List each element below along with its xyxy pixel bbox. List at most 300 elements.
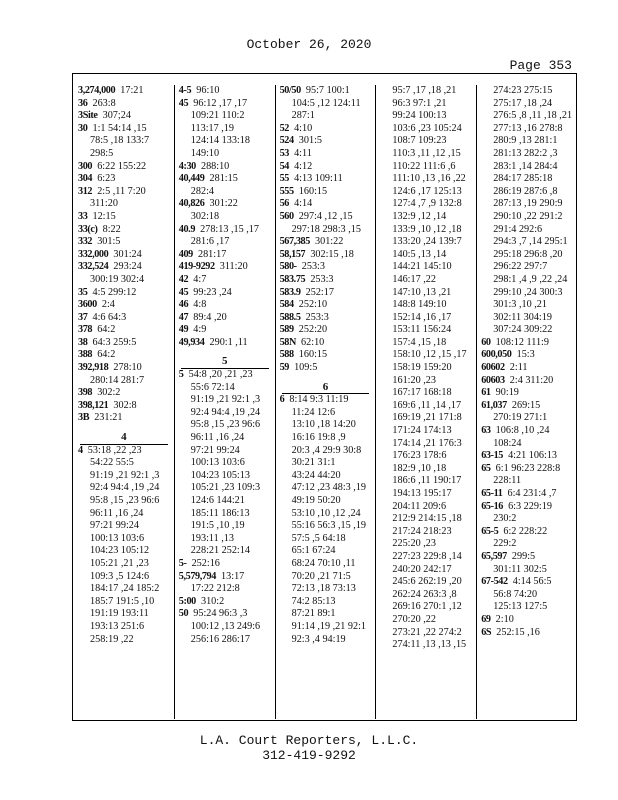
index-continuation: 277:13 ,16 278:8 <box>493 122 563 134</box>
index-word: 5- <box>178 557 187 569</box>
index-word: 33 <box>78 210 88 222</box>
index-continuation: 158:10 ,12 ,15 ,17 <box>392 349 467 361</box>
index-refs: 4:14 56:5 <box>512 576 552 588</box>
index-entry <box>280 299 376 312</box>
index-refs: 302:2 <box>97 387 121 399</box>
index-entry <box>179 274 275 287</box>
index-continuation: 282:4 <box>190 185 215 197</box>
index-word: 49,934 <box>178 336 205 348</box>
index-continuation: 302:18 <box>190 210 220 222</box>
index-entry <box>179 369 275 382</box>
index-refs: 2:10 <box>495 613 514 625</box>
index-word: 38 <box>78 336 88 348</box>
index-refs: 62:10 <box>301 336 325 348</box>
index-continuation: 228:21 252:14 <box>190 545 250 557</box>
index-refs: 301:24 <box>113 248 142 260</box>
index-entry <box>280 211 376 224</box>
index-continuation: 100:13 103:6 <box>90 532 145 544</box>
index-word: 398 <box>78 387 93 399</box>
index-word: 409 <box>178 248 193 260</box>
index-entry <box>179 98 275 111</box>
index-continuation: 230:2 <box>493 513 517 525</box>
index-word: 42 <box>178 273 189 285</box>
index-refs: 293:24 <box>113 261 142 273</box>
index-refs: 6:1 96:23 228:8 <box>495 462 561 474</box>
index-continuation: 169:6 ,11 ,14 ,17 <box>392 399 462 411</box>
index-word: 65-5 <box>481 525 499 537</box>
index-entry <box>280 198 376 211</box>
index-refs: 311:20 <box>219 261 248 273</box>
index-refs: 281:17 <box>197 248 227 260</box>
index-column-5 <box>477 85 577 719</box>
index-entry <box>280 161 376 174</box>
index-word: 63-15 <box>481 450 503 462</box>
index-word: 60602 <box>481 362 505 374</box>
index-word: 555 <box>279 185 294 197</box>
index-refs: 263:8 <box>92 97 116 109</box>
index-refs: 13:17 <box>221 570 245 582</box>
index-continuation: 47:12 ,23 48:3 ,19 <box>291 482 367 494</box>
index-refs: 2:5 ,11 7:20 <box>97 185 146 197</box>
index-refs: 252:17 <box>305 286 334 298</box>
index-continuation: 96:11 ,16 ,24 <box>190 432 245 444</box>
index-word: 5,579,794 <box>178 570 216 582</box>
index-refs: 302:15 ,18 <box>310 248 354 260</box>
index-entry <box>179 173 275 186</box>
index-entry <box>179 312 275 325</box>
index-continuation: 240:20 242:17 <box>392 563 452 575</box>
index-word: 65-16 <box>481 500 503 512</box>
index-continuation: 55:16 56:3 ,15 ,19 <box>291 520 367 532</box>
index-entry <box>481 375 577 388</box>
index-continuation: 273:21 ,22 274:2 <box>392 626 462 638</box>
index-refs: 99:23 ,24 <box>193 286 232 298</box>
index-entry <box>280 324 376 337</box>
index-entry <box>481 614 577 627</box>
index-continuation: 55:6 72:14 <box>190 381 235 393</box>
index-continuation: 127:4 ,7 ,9 132:8 <box>392 198 462 210</box>
index-word: 392,918 <box>78 362 109 374</box>
index-word: 388 <box>78 349 93 361</box>
index-refs: 6:23 <box>97 173 116 185</box>
index-continuation: 104:23 105:13 <box>190 469 250 481</box>
index-continuation: 53:10 ,10 ,12 ,24 <box>291 507 361 519</box>
index-refs: 108:12 111:9 <box>495 336 549 348</box>
index-continuation: 54:22 55:5 <box>90 457 134 469</box>
index-entry <box>78 349 174 362</box>
index-entry <box>78 445 174 458</box>
index-word: 53 <box>279 147 289 159</box>
index-continuation: 184:17 ,24 185:2 <box>90 583 160 595</box>
index-continuation: 16:16 19:8 ,9 <box>291 432 346 444</box>
index-continuation: 105:21 ,23 109:3 <box>190 482 261 494</box>
index-entry <box>78 173 174 186</box>
index-refs: 252:15 ,16 <box>496 626 540 638</box>
index-word: 60603 <box>481 374 505 386</box>
index-continuation: 91:19 ,21 92:1 ,3 <box>90 469 160 481</box>
index-continuation: 110:3 ,11 ,12 ,15 <box>392 147 461 159</box>
index-column-2 <box>175 85 276 719</box>
index-entry <box>179 324 275 337</box>
index-entry <box>481 463 577 476</box>
index-continuation: 103:6 ,23 105:24 <box>392 122 462 134</box>
index-refs: 6:22 155:22 <box>97 160 147 172</box>
index-continuation: 227:23 229:8 ,14 <box>392 550 462 562</box>
index-word: 61,037 <box>481 399 507 411</box>
index-word: 332 <box>78 236 93 248</box>
index-word: 3,274,000 <box>78 85 116 96</box>
footer-company: L.A. Court Reporters, L.L.C. <box>199 733 419 748</box>
index-refs: 64:3 259:5 <box>92 336 137 348</box>
index-word: 600,050 <box>481 349 512 361</box>
index-refs: 6:4 231:4 ,7 <box>507 488 557 499</box>
index-continuation: 281:6 ,17 <box>190 236 230 248</box>
index-entry <box>179 161 275 174</box>
index-word: 332,000 <box>78 248 109 260</box>
index-entry <box>179 249 275 262</box>
index-entry <box>78 324 174 337</box>
index-entry <box>280 236 376 249</box>
index-continuation: 30:21 31:1 <box>291 457 336 469</box>
index-continuation: 182:9 ,10 ,18 <box>392 462 447 474</box>
index-word: 3Site <box>78 110 98 122</box>
index-continuation: 104:5 ,12 124:11 <box>291 97 361 109</box>
index-refs: 2:4 <box>101 299 115 311</box>
index-continuation: 286:19 287:6 ,8 <box>493 185 558 197</box>
index-refs: 95:7 100:1 <box>305 85 350 96</box>
index-entry <box>280 394 376 407</box>
index-word: 67-542 <box>481 576 508 588</box>
index-entry <box>280 261 376 274</box>
index-word: 36 <box>78 97 88 109</box>
index-continuation: 144:21 145:10 <box>392 261 452 273</box>
index-continuation: 225:20 ,23 <box>392 538 436 550</box>
index-word: 40.9 <box>178 223 196 235</box>
index-refs: 310:2 <box>200 595 225 607</box>
page-number: Page 353 <box>509 58 572 73</box>
index-word: 55 <box>279 173 289 185</box>
index-entry <box>78 337 174 350</box>
index-word: 65-11 <box>481 488 503 499</box>
index-word: 65 <box>481 462 491 474</box>
index-continuation: 229:2 <box>493 538 517 550</box>
index-continuation: 307:24 309:22 <box>493 324 553 336</box>
index-entry <box>280 135 376 148</box>
index-word: 580- <box>279 261 297 273</box>
index-continuation: 269:16 270:1 ,12 <box>392 601 462 613</box>
index-word: 589 <box>279 324 294 336</box>
index-word: 47 <box>178 311 189 323</box>
index-continuation: 111:10 ,13 ,16 ,22 <box>392 173 466 185</box>
index-refs: 4:5 299:12 <box>92 286 137 298</box>
index-continuation: 20:3 ,4 29:9 30:8 <box>291 444 362 456</box>
index-continuation: 298:1 ,4 ,9 ,22 ,24 <box>493 273 568 285</box>
index-refs: 106:8 ,10 ,24 <box>495 425 550 437</box>
spacer <box>280 375 376 379</box>
index-continuation: 291:4 292:6 <box>493 223 543 235</box>
index-entry <box>78 362 174 375</box>
index-entry <box>179 571 275 584</box>
index-word: 398,121 <box>78 399 109 411</box>
index-entry <box>179 261 275 274</box>
index-refs: 4:14 <box>294 198 313 210</box>
index-refs: 288:10 <box>200 160 230 172</box>
index-continuation: 161:20 ,23 <box>392 374 436 386</box>
index-entry <box>481 349 577 362</box>
index-continuation: 140:5 ,13 ,14 <box>392 248 447 260</box>
index-continuation: 186:6 ,11 190:17 <box>392 475 462 487</box>
index-continuation: 296:22 297:7 <box>493 261 548 273</box>
index-entry <box>280 249 376 262</box>
index-refs: 96:12 ,17 ,17 <box>193 97 248 109</box>
index-refs: 89:4 ,20 <box>193 311 227 323</box>
index-word: 54 <box>279 160 289 172</box>
index-continuation: 100:13 103:6 <box>190 457 245 469</box>
index-continuation: 298:5 <box>90 147 114 159</box>
index-continuation: 300:19 302:4 <box>90 273 145 285</box>
index-refs: 278:13 ,15 ,17 <box>200 223 259 235</box>
index-continuation: 204:11 209:6 <box>392 500 447 512</box>
index-entry <box>78 123 174 136</box>
index-continuation: 17:22 212:8 <box>190 583 240 595</box>
index-entry <box>78 261 174 274</box>
index-continuation: 287:13 ,19 290:9 <box>493 198 563 210</box>
index-refs: 302:8 <box>113 399 137 411</box>
index-continuation: 78:5 ,18 133:7 <box>90 135 150 147</box>
index-refs: 252:16 <box>191 557 220 569</box>
index-word: 52 <box>279 122 289 134</box>
index-continuation: 152:14 ,16 ,17 <box>392 311 452 323</box>
index-refs: 54:8 ,20 ,21 ,23 <box>188 369 253 381</box>
index-word: 560 <box>279 210 294 222</box>
index-continuation: 105:21 ,21 ,23 <box>90 557 149 569</box>
index-continuation: 108:24 <box>493 437 522 449</box>
index-entry <box>280 312 376 325</box>
index-entry <box>179 608 275 621</box>
index-word: 58N <box>279 336 296 348</box>
index-entry <box>481 387 577 400</box>
index-continuation: 56:8 74:20 <box>493 588 538 600</box>
index-entry <box>280 349 376 362</box>
index-continuation: 294:3 ,7 ,14 295:1 <box>493 236 568 248</box>
index-continuation: 49:19 50:20 <box>291 495 341 506</box>
index-refs: 297:4 ,12 ,15 <box>298 210 353 222</box>
index-continuation: 185:7 191:5 ,10 <box>90 595 155 607</box>
index-continuation: 256:16 286:17 <box>190 633 250 645</box>
index-continuation: 171:24 174:13 <box>392 425 452 437</box>
index-continuation: 281:13 282:2 ,3 <box>493 147 558 159</box>
index-entry <box>481 627 577 640</box>
index-continuation: 96:3 97:1 ,21 <box>392 97 447 109</box>
index-entry <box>179 596 275 609</box>
index-continuation: 299:10 ,24 300:3 <box>493 286 563 298</box>
index-continuation: 283:1 ,14 284:4 <box>493 160 558 172</box>
index-word: 567,385 <box>279 236 310 248</box>
index-refs: 4:7 <box>193 273 207 285</box>
index-continuation: 176:23 178:6 <box>392 450 447 462</box>
index-continuation: 65:1 67:24 <box>291 545 336 557</box>
index-word: 40,826 <box>178 198 205 210</box>
index-continuation: 109:21 110:2 <box>190 110 245 122</box>
footer <box>0 733 618 763</box>
section-header: 6 <box>282 381 370 395</box>
index-word: 40,449 <box>178 173 205 185</box>
index-word: 588.5 <box>279 311 301 323</box>
index-continuation: 297:18 298:3 ,15 <box>291 223 361 235</box>
index-continuation: 92:4 94:4 ,19 ,24 <box>190 406 261 418</box>
index-word: 58,157 <box>279 248 306 260</box>
index-entry <box>78 312 174 325</box>
header-date: October 26, 2020 <box>246 37 372 52</box>
index-entry <box>481 551 577 564</box>
spacer <box>179 349 275 353</box>
index-continuation: 284:17 285:18 <box>493 173 553 185</box>
index-continuation: 191:5 ,10 ,19 <box>190 520 245 532</box>
index-entry <box>280 148 376 161</box>
index-continuation: 276:5 ,8 ,11 ,18 ,21 <box>493 110 573 122</box>
index-refs: 90:19 <box>495 387 519 399</box>
index-word: 49 <box>178 324 189 336</box>
index-entry <box>481 362 577 375</box>
index-entry <box>78 249 174 262</box>
index-continuation: 311:20 <box>90 198 118 210</box>
index-continuation: 57:5 ,5 64:18 <box>291 532 346 544</box>
index-refs: 301:22 <box>209 198 238 210</box>
index-refs: 53:18 ,22 ,23 <box>87 444 142 456</box>
index-entry <box>78 236 174 249</box>
index-refs: 299:5 <box>511 550 536 562</box>
index-continuation: 43:24 44:20 <box>291 469 341 481</box>
index-continuation: 194:13 195:17 <box>392 488 452 499</box>
index-entry <box>179 224 275 237</box>
index-continuation: 97:21 99:24 <box>90 520 139 532</box>
index-refs: 8:14 9:3 11:19 <box>289 394 349 406</box>
index-continuation: 13:10 ,18 14:20 <box>291 419 356 431</box>
index-continuation: 95:8 ,15 ,23 96:6 <box>90 495 160 506</box>
index-refs: 64:2 <box>97 324 116 336</box>
index-continuation: 96:11 ,16 ,24 <box>90 507 144 519</box>
index-continuation: 217:24 218:23 <box>392 525 452 537</box>
index-continuation: 91:19 ,21 92:1 ,3 <box>190 394 261 406</box>
index-refs: 4:13 109:11 <box>294 173 343 185</box>
index-entry <box>78 400 174 413</box>
index-word: 378 <box>78 324 93 336</box>
index-refs: 290:1 ,11 <box>209 336 248 348</box>
index-continuation: 295:18 296:8 ,20 <box>493 248 563 260</box>
index-word: 584 <box>279 299 294 311</box>
index-refs: 160:15 <box>298 185 328 197</box>
index-continuation: 274:11 ,13 ,13 ,15 <box>392 639 467 651</box>
index-continuation: 301:11 302:5 <box>493 563 547 575</box>
index-refs: 301:22 <box>315 236 344 248</box>
index-word: 4:30 <box>178 160 196 172</box>
index-entry <box>78 110 174 123</box>
index-refs: 278:10 <box>113 362 142 374</box>
index-refs: 15:3 <box>516 349 535 361</box>
index-continuation: 133:9 ,10 ,12 ,18 <box>392 223 462 235</box>
index-word: 35 <box>78 286 88 298</box>
index-refs: 281:15 <box>209 173 238 185</box>
index-continuation: 262:24 263:3 ,8 <box>392 588 457 600</box>
index-continuation: 132:9 ,12 ,14 <box>392 210 447 222</box>
index-continuation: 167:17 168:18 <box>392 387 452 399</box>
index-word: 33(c) <box>78 223 98 235</box>
index-word: 30 <box>78 122 88 134</box>
index-continuation: 270:20 ,22 <box>392 613 436 625</box>
index-refs: 1:1 54:14 ,15 <box>92 122 147 134</box>
index-continuation: 274:23 275:15 <box>493 85 553 96</box>
index-refs: 4:12 <box>294 160 313 172</box>
index-continuation: 193:11 ,13 <box>190 532 234 544</box>
index-entry <box>78 387 174 400</box>
index-refs: 96:10 <box>196 85 220 96</box>
index-entry <box>481 576 577 589</box>
index-word: 69 <box>481 613 491 625</box>
index-refs: 12:15 <box>92 210 116 222</box>
index-word: 419-9292 <box>178 261 215 273</box>
index-refs: 4:10 <box>294 122 313 134</box>
index-entry <box>280 123 376 136</box>
index-refs: 301:5 <box>298 135 322 147</box>
index-continuation: 92:4 94:4 ,19 ,24 <box>90 482 160 494</box>
index-word: 583.9 <box>279 286 301 298</box>
index-continuation: 280:14 281:7 <box>90 374 145 386</box>
section-header: 5 <box>181 355 269 369</box>
index-word: 300 <box>78 160 93 172</box>
index-word: 304 <box>78 173 93 185</box>
index-continuation: 92:3 ,4 94:19 <box>291 633 346 645</box>
index-refs: 231:21 <box>94 412 123 424</box>
index-continuation: 100:12 ,13 249:6 <box>190 620 261 632</box>
index-refs: 2:11 <box>509 362 528 374</box>
index-entry <box>78 186 174 199</box>
index-entry <box>481 450 577 463</box>
index-continuation: 280:9 ,13 281:1 <box>493 135 558 147</box>
index-continuation: 174:14 ,21 176:3 <box>392 437 462 449</box>
index-word: 4 <box>78 444 83 456</box>
index-continuation: 185:11 186:13 <box>190 507 250 519</box>
index-continuation: 146:17 ,22 <box>392 273 436 285</box>
index-continuation: 99:24 100:13 <box>392 110 447 122</box>
index-refs: 307;24 <box>102 110 131 122</box>
index-continuation: 275:17 ,18 ,24 <box>493 97 553 109</box>
index-continuation: 91:14 ,19 ,21 92:1 <box>291 620 367 632</box>
index-continuation: 302:11 304:19 <box>493 311 552 323</box>
index-entry <box>481 400 577 413</box>
index-continuation: 74:2 85:13 <box>291 595 336 607</box>
index-column-3 <box>276 85 377 719</box>
index-entry <box>179 299 275 312</box>
index-continuation: 70:20 ,21 71:5 <box>291 570 351 582</box>
index-continuation: 245:6 262:19 ,20 <box>392 576 462 588</box>
index-continuation: 153:11 156:24 <box>392 324 452 336</box>
index-continuation: 169:19 ,21 171:8 <box>392 412 462 424</box>
index-word: 50/50 <box>279 85 301 96</box>
index-refs: 252:10 <box>298 299 328 311</box>
index-continuation: 133:20 ,24 139:7 <box>392 236 462 248</box>
index-word: 45 <box>178 286 189 298</box>
index-word: 524 <box>279 135 294 147</box>
index-word: 5:00 <box>178 595 196 607</box>
index-continuation: 290:10 ,22 291:2 <box>493 210 563 222</box>
index-word: 37 <box>78 311 88 323</box>
index-refs: 269:15 <box>511 399 541 411</box>
index-continuation: 109:3 ,5 124:6 <box>90 570 150 582</box>
index-continuation: 158:19 159:20 <box>392 362 452 374</box>
index-refs: 109:5 <box>294 362 318 374</box>
index-continuation: 124:6 144:21 <box>190 495 245 506</box>
index-word: 5 <box>178 369 184 381</box>
